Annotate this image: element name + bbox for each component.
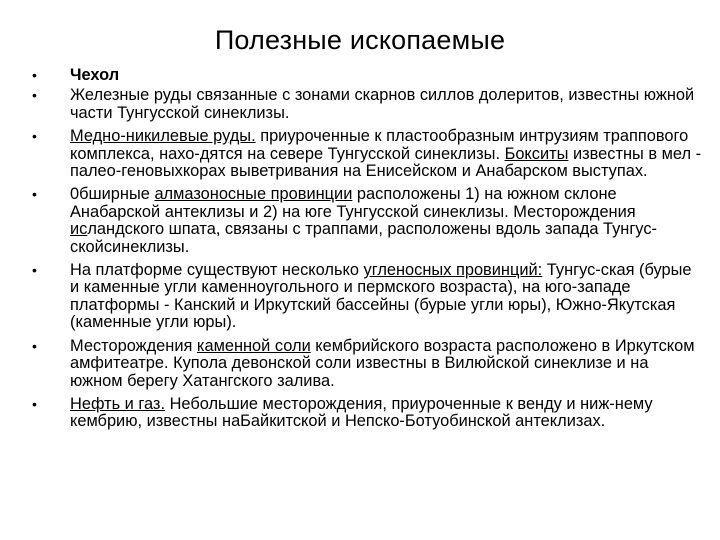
bullet-text: Железные руды связанные с зонами скарнов силлов долеритов, известны южной части Тунгусской синеклизы. — [70, 86, 695, 122]
bullet-text: расположены 1) на южном склоне Анабарской антеклизы и 2) на юге Тунгусской синеклизы. Месторождения — [70, 185, 636, 221]
underlined-term: Бокситы — [504, 144, 569, 163]
bullet-text: кембрийского возраста расположено в Иркутском амфитеатре. Купола девонской соли известны в Вилюйской синеклизе и на южном берегу Хатангского залива. — [70, 336, 695, 390]
bullet-text: известны в мел - палео-геновыхкорах выветривания на Енисейском и Анабарском выступах. — [70, 144, 702, 181]
bullet-text: Небольшие месторождения, приуроченные к венду и ниж-нему кембрию, известны наБайкитской и Непско-Ботуобинской антеклизах. — [70, 394, 653, 431]
underlined-term: ис — [70, 220, 88, 239]
bullet-text: Тунгус-ская (бурые и каменные угли каменноугольного и пермского возраста), на юго-западе платформы - Канский и Иркутский бассейны (бурые угли юры), Южно-Якутская (каменные угли юры). — [70, 261, 692, 332]
bullet-item-cover — [32, 67, 702, 84]
bullet-icon: • — [32, 67, 37, 83]
bullet-icon: • — [32, 87, 37, 104]
bullet-item-iron-ores — [32, 87, 702, 122]
bullet-icon: • — [32, 262, 37, 279]
bullet-icon: • — [32, 337, 37, 354]
bullet-lead: Месторождения — [70, 336, 197, 355]
underlined-term: каменной соли — [196, 336, 311, 355]
bullet-icon: • — [32, 186, 37, 203]
bullet-icon: • — [32, 395, 37, 412]
underlined-term: угленосных провинций: — [363, 261, 543, 280]
bullet-icon: • — [32, 128, 37, 145]
underlined-term: Медно-никилевые руды. — [70, 127, 256, 146]
bullet-item-coal-provinces — [32, 262, 702, 332]
bullet-item-rock-salt — [32, 338, 702, 390]
section-heading: Чехол — [70, 66, 120, 84]
bullet-item-copper-nickel-ores — [32, 128, 702, 180]
underlined-term: Нефть и газ. — [70, 394, 166, 413]
bullet-text: ландского шпата, связаны с траппами, расположены вдоль запада Тунгус-скойсинеклизы. — [70, 220, 657, 256]
bullet-list — [32, 67, 702, 434]
underlined-term: алмазоносные провинции — [154, 185, 353, 204]
bullet-text: приуроченные к пластообразным интрузиям траппового комплекса, нахо-дятся на севере Тунгусской синеклизы. — [70, 127, 689, 163]
bullet-lead: 0бширные — [70, 185, 155, 204]
slide-title: Полезные ископаемые — [214, 25, 506, 55]
bullet-item-oil-gas — [32, 396, 702, 431]
bullet-item-diamond-provinces — [32, 186, 702, 256]
bullet-lead: На платформе существуют несколько — [70, 261, 364, 280]
